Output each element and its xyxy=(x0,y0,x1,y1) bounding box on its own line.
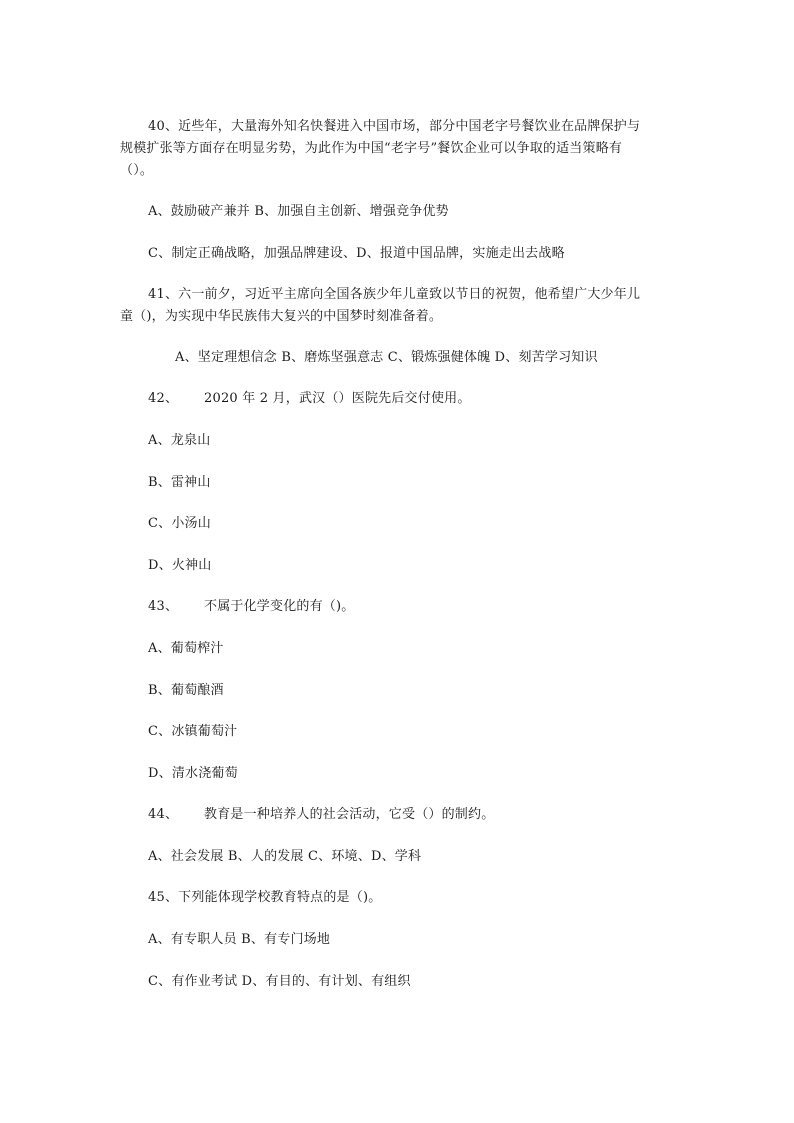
q44-options-line1: A、社会发展 B、人的发展 C、环境、D、学科 xyxy=(148,849,422,864)
q40-options-line1: A、鼓励破产兼并 B、加强自主创新、增强竞争优势 xyxy=(148,204,449,219)
q40-stem-line2: 规模扩张等方面存在明显劣势，为此作为中国“老字号”餐饮企业可以争取的适当策略有 xyxy=(120,141,623,156)
q40-stem-line1: 40、近些年，大量海外知名快餐进入中国市场，部分中国老字号餐饮业在品牌保护与 xyxy=(148,119,641,134)
q45-stem-line1: 45、下列能体现学校教育特点的是（)。 xyxy=(148,890,382,905)
q41-options-line1: A、坚定理想信念 B、磨炼坚强意志 C、锻炼强健体魄 D、刻苦学习知识 xyxy=(175,350,598,365)
q44-number: 44、 xyxy=(148,807,179,822)
q42-option-d: D、火神山 xyxy=(148,558,212,573)
q43-stem: 不属于化学变化的有（)。 xyxy=(204,599,355,614)
q40-options-line2: C、制定正确战略，加强品牌建设、D、报道中国品牌，实施走出去战略 xyxy=(148,246,565,261)
q43-option-b: B、葡萄酿酒 xyxy=(148,683,224,698)
q44-stem: 教育是一种培养人的社会活动，它受（）的制约。 xyxy=(204,807,495,822)
q42-option-c: C、小汤山 xyxy=(148,516,211,531)
q42-stem: 2020 年 2 月，武汉（）医院先后交付使用。 xyxy=(204,391,471,406)
q42-number: 42、 xyxy=(148,391,179,406)
q45-options-line2: C、有作业考试 D、有目的、有计划、有组织 xyxy=(148,974,411,989)
q45-options-line1: A、有专职人员 B、有专门场地 xyxy=(148,932,331,947)
q41-stem-line1: 41、六一前夕，习近平主席向全国各族少年儿童致以节日的祝贺，他希望广大少年儿 xyxy=(148,287,641,302)
q43-option-c: C、冰镇葡萄汁 xyxy=(148,724,238,739)
q42-option-b: B、雷神山 xyxy=(148,475,211,490)
q40-stem-line3: （）。 xyxy=(120,163,154,178)
q42-option-a: A、龙泉山 xyxy=(148,433,211,448)
q43-number: 43、 xyxy=(148,599,179,614)
q43-option-a: A、葡萄榨汁 xyxy=(148,641,224,656)
q43-option-d: D、清水浇葡萄 xyxy=(148,766,238,781)
q41-stem-line2: 童（)，为实现中华民族伟大复兴的中国梦时刻准备着。 xyxy=(120,309,443,324)
